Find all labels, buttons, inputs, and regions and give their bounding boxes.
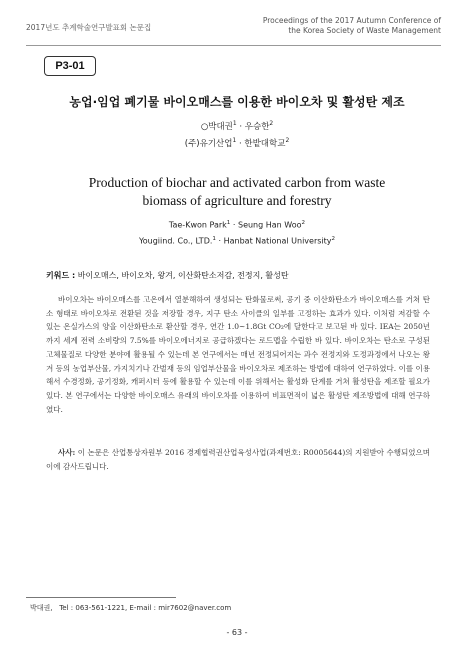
korean-author-2-sup: 2 [269,120,274,128]
footnote-email-label: E-mail : [129,604,156,612]
running-header-right-line2: the Korea Society of Waste Management [288,26,441,35]
footnote-tel: 063-561-1221, [75,604,128,612]
korean-affil-1: (주)유기산업 [184,139,233,149]
abstract-body: 바이오차는 바이오매스를 고온에서 열분해하여 생성되는 탄화물로써, 공기 중 이산화탄소가 바이오매스를 거쳐 탄소 형태로 바이오차로 전환된 것을 저장할 경우, 지구 탄소 사이클의 일부를 고정하는 효과가 있다. 이처럼 저감할 수 있는 온실가스의 양을 이산화탄소로 환산할 경우, 연간 1.0~1.8Gt CO₂에 달한다고 보고된 바 있다. IEA는 2050년까지 세계 전력 소비량의 7.5%를 바이오에너지로 공급하겠다는 로드맵을 수립한 바 있다. 바이오차는 탄소로 구성된 고체물질로 다양한 분야에 활용될 수 있는데 본 연구에서는 매년 전정되어지는 과수 전정지와 도정과정에서 나오는 왕겨 등의 농업부산물, 가지치기나 간벌재 등의 임업부산물을 바이오차로 제조하는 방법에 대하여 연구하였다. 이를 이용해서 수경정화, 공기정화, 캐퍼시터 등에 활용할 수 있는데 이를 위해서는 활성화 단계를 거쳐 활성탄을 제조할 필요가 있다. 본 연구에서는 다양한 바이오매스 유래의 바이오차를 이용하여 비표면적이 넓은 활성탄 제조방법에 대해 연구하였다. [46,295,430,414]
footnote-name: 박대권, [30,604,53,612]
keywords-label: 키워드 : [46,271,76,280]
keywords-line [46,270,289,281]
english-affil-2-sup: 2 [331,236,336,242]
corresponding-author-mark: ○ [200,122,209,132]
english-title [0,174,474,210]
english-author-1-sup: 1 [226,220,231,226]
footnote-divider [26,597,176,598]
running-header-right-line1: Proceedings of the 2017 Autumn Conference of [262,16,441,25]
acknowledgement [46,446,430,473]
korean-affil-separator: · [236,139,245,149]
english-author-2: Seung Han Woo [237,220,302,230]
acknowledgement-text: 이 논문은 산업통상자원부 2016 경제협력권산업육성사업(과제번호: R0005644)의 지원받아 수행되었으며 이에 감사드립니다. [46,448,430,471]
english-author-1: Tae-Kwon Park [168,220,227,230]
paper-id-badge: P3-01 [44,56,96,76]
acknowledgement-label: 사사: [58,448,76,457]
korean-affiliations [0,137,474,149]
english-author-separator: · [230,220,238,230]
english-affil-separator: · [215,236,224,246]
footnote-email: mir7602@naver.com [158,604,232,612]
english-affil-2: Hanbat National University [223,236,332,246]
english-affil-1-sup: 1 [212,236,216,242]
page-number: - 63 - [226,628,248,637]
english-title-line1: Production of biochar and activated carbon from waste [88,175,386,190]
korean-author-1-sup: 1 [232,120,237,128]
keywords-text: 바이오매스, 바이오차, 왕겨, 이산화탄소저감, 전정지, 활성탄 [77,271,289,280]
korean-author-2: 우승한 [244,122,270,132]
korean-author-1: 박대권 [208,122,233,132]
korean-authors [0,120,474,132]
running-header-left: 2017년도 추계학술연구발표회 논문집 [26,23,152,32]
running-header-right [263,16,441,36]
korean-author-separator: · [236,122,245,132]
korean-affil-2-sup: 2 [285,137,290,145]
contact-footnote [30,603,231,613]
english-title-line2: biomass of agriculture and forestry [142,193,332,208]
english-affil-1: Yougiind. Co., LTD. [138,236,213,246]
korean-title: 농업·임업 폐기물 바이오매스를 이용한 바이오차 및 활성탄 제조 [69,95,405,109]
english-author-2-sup: 2 [301,220,306,226]
english-authors [0,220,474,230]
korean-affil-1-sup: 1 [232,137,237,145]
footnote-tel-label: Tel : [59,604,74,612]
korean-affil-2: 한밭대학교 [244,139,286,149]
header-divider [26,45,441,46]
english-affiliations [0,236,474,246]
